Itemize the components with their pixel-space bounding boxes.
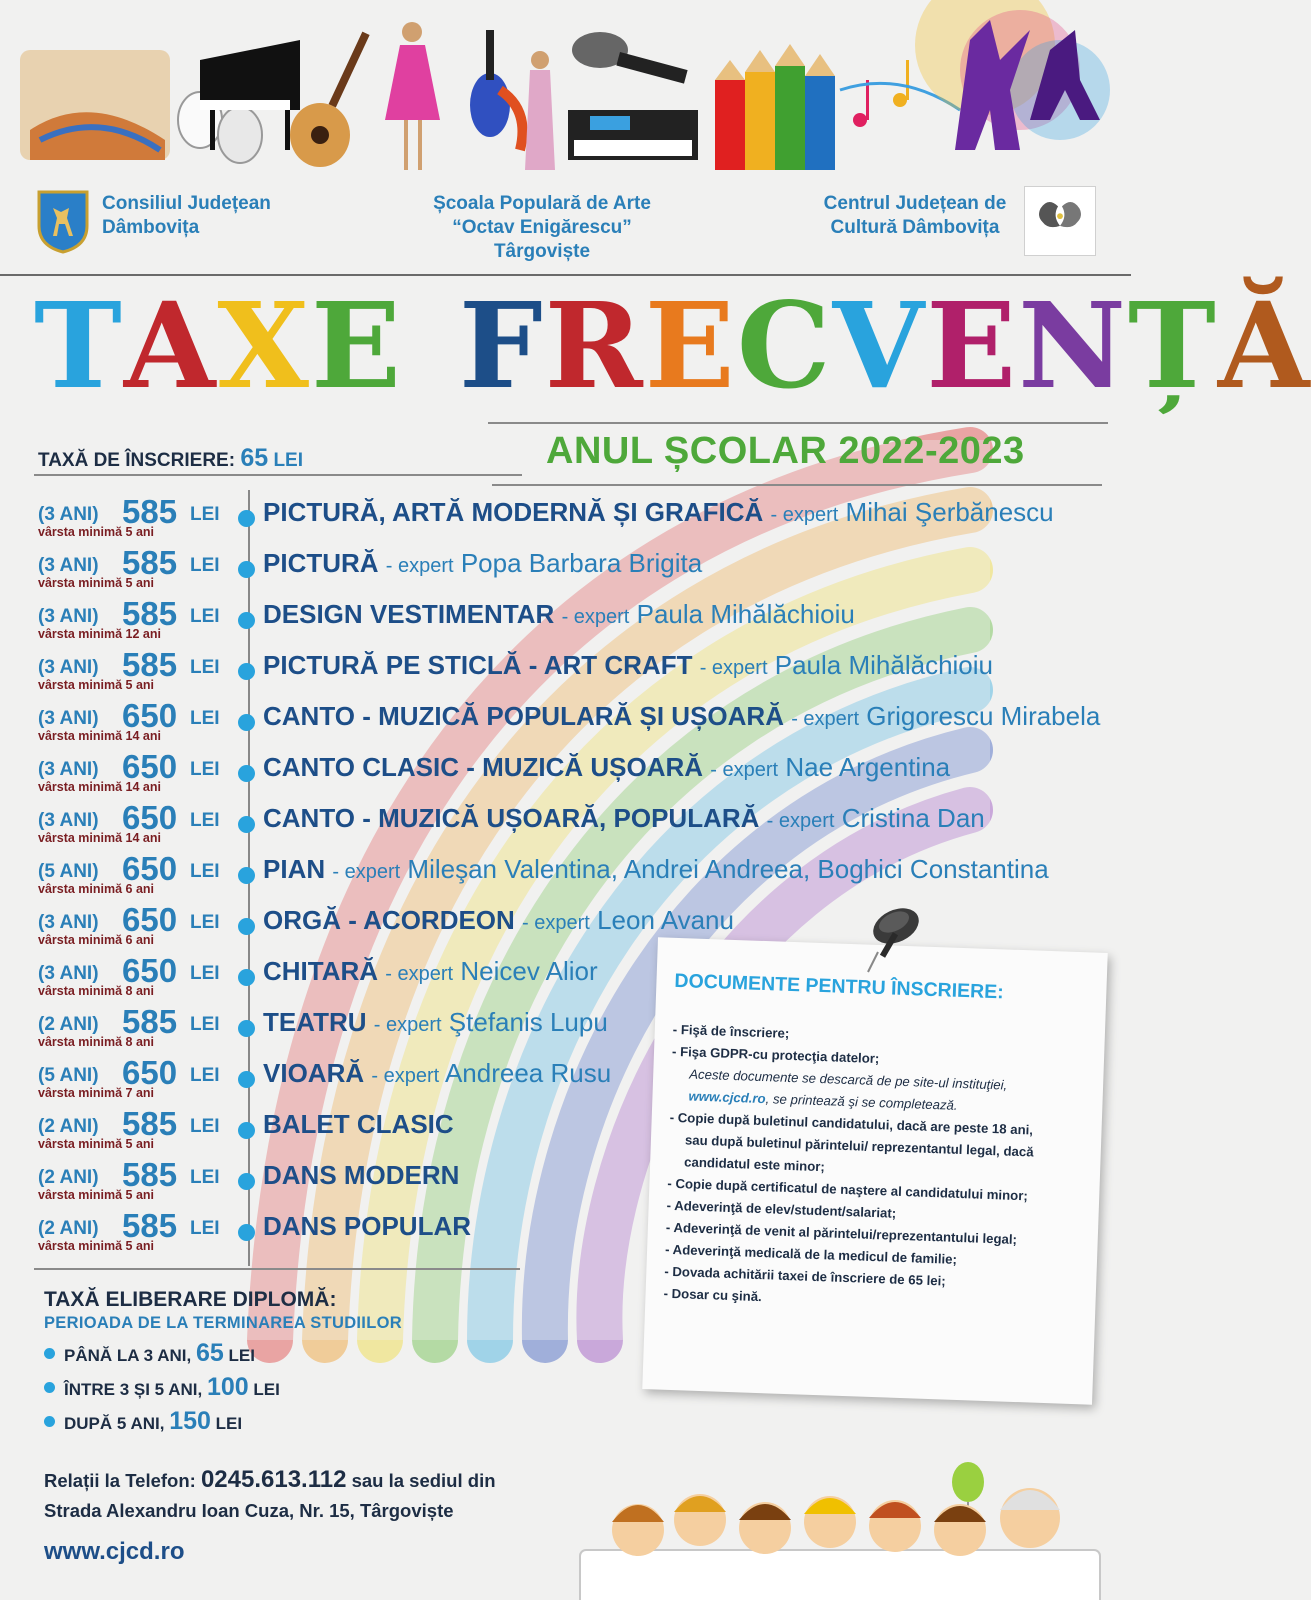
course-expert: Nae Argentina (785, 752, 951, 782)
course-expert-label: - expert (385, 555, 454, 577)
course-expert-label: - expert (766, 810, 835, 832)
push-pin-icon (850, 896, 934, 980)
documents-item: - Adeverinţă de elev/student/salariat; (666, 1197, 897, 1221)
course-min-age: vârsta minimă 12 ani (38, 627, 161, 641)
documents-item: - Copie după buletinul candidatului, dacă are peste 18 ani, (669, 1109, 1034, 1138)
course-row (34, 800, 1124, 851)
course-duration: (3 ANI) (38, 504, 99, 525)
org-arts-school-line2: “Octav Enigărescu” Târgoviște (452, 217, 632, 262)
course-currency: LEI (190, 555, 220, 576)
course-min-age: vârsta minimă 5 ani (38, 1188, 155, 1202)
bullet-icon (238, 1173, 255, 1190)
course-expert: Ştefanis Lupu (448, 1007, 608, 1037)
course-expert: Popa Barbara Brigita (460, 548, 703, 578)
course-fee (38, 953, 248, 1004)
documents-item: - Fişă de înscriere; (672, 1021, 790, 1041)
diploma-subtitle: PERIOADA DE LA TERMINAREA STUDIILOR (44, 1314, 402, 1332)
course-price: 650 (122, 850, 178, 887)
org-county-council-line1: Consiliul Județean (102, 193, 271, 214)
course-currency: LEI (190, 1218, 220, 1239)
course-name: DANS MODERN (263, 1160, 460, 1190)
title-letter: T (34, 276, 124, 415)
course-info (263, 1211, 471, 1242)
registration-fee-currency: LEI (273, 450, 303, 471)
course-fee (38, 1055, 248, 1106)
course-name: PIAN (263, 854, 326, 884)
bullet-icon (238, 1122, 255, 1139)
title-divider (488, 422, 1108, 424)
county-crest-icon (35, 188, 91, 254)
course-duration: (2 ANI) (38, 1014, 99, 1035)
diploma-fee-value: 150 (169, 1407, 211, 1435)
bullet-icon (238, 816, 255, 833)
course-duration: (2 ANI) (38, 1116, 99, 1137)
bullet-icon (44, 1348, 55, 1359)
course-expert-label: - expert (373, 1014, 442, 1036)
course-expert: Grigorescu Mirabela (866, 701, 1101, 731)
course-min-age: vârsta minimă 5 ani (38, 576, 155, 590)
course-expert: Mileşan Valentina, Andrei Andreea, Boghici Constantina (407, 854, 1049, 884)
course-expert: Cristina Dan (841, 803, 985, 833)
course-currency: LEI (190, 912, 220, 933)
course-min-age: vârsta minimă 6 ani (38, 933, 155, 947)
course-price: 650 (122, 799, 178, 836)
course-expert: Paula Mihălăchioiu (774, 650, 993, 680)
course-currency: LEI (190, 861, 220, 882)
course-name: CANTO - MUZICĂ POPULARĂ ȘI UȘOARĂ (263, 701, 784, 731)
org-arts-school (402, 192, 682, 264)
course-price: 585 (122, 493, 178, 530)
course-row (34, 749, 1124, 800)
course-name: CANTO CLASIC - MUZICĂ UȘOARĂ (263, 752, 704, 782)
course-expert-label: - expert (371, 1065, 440, 1087)
title-letter: E (644, 276, 737, 415)
course-duration: (3 ANI) (38, 708, 99, 729)
course-price: 585 (122, 1105, 178, 1142)
course-duration: (3 ANI) (38, 759, 99, 780)
course-row (34, 698, 1124, 749)
bullet-icon (238, 612, 255, 629)
course-min-age: vârsta minimă 14 ani (38, 831, 161, 845)
course-min-age: vârsta minimă 5 ani (38, 525, 155, 539)
course-row (34, 647, 1124, 698)
course-info (263, 548, 702, 579)
course-min-age: vârsta minimă 5 ani (38, 1239, 155, 1253)
diploma-fee-item (44, 1339, 402, 1367)
painting-hand-icon (20, 50, 170, 160)
registration-fee-amount: 65 (240, 444, 269, 472)
bullet-icon (44, 1416, 55, 1427)
course-name: ORGĂ - ACORDEON (263, 905, 515, 935)
course-min-age: vârsta minimă 14 ani (38, 729, 161, 743)
course-expert-label: - expert (770, 504, 839, 526)
course-min-age: vârsta minimă 5 ani (38, 1137, 155, 1151)
documents-item-cont: candidatul este minor; (683, 1154, 826, 1175)
children-illustration (550, 1440, 1131, 1600)
course-min-age: vârsta minimă 5 ani (38, 678, 155, 692)
course-currency: LEI (190, 657, 220, 678)
diploma-fee-currency: LEI (228, 1346, 255, 1365)
school-year-divider (492, 484, 1102, 486)
bullet-icon (238, 867, 255, 884)
course-expert-label: - expert (332, 861, 401, 883)
course-currency: LEI (190, 963, 220, 984)
title-letter: F (458, 276, 545, 415)
course-info (263, 497, 1054, 528)
bullet-icon (238, 918, 255, 935)
course-info (263, 1007, 608, 1038)
course-currency: LEI (190, 1065, 220, 1086)
bullet-icon (238, 765, 255, 782)
title-letter: C (736, 276, 833, 415)
title-letter: E (310, 276, 403, 415)
course-expert-label: - expert (791, 708, 860, 730)
fee-divider (34, 474, 522, 476)
course-price: 585 (122, 1156, 178, 1193)
course-name: PICTURĂ, ARTĂ MODERNĂ ȘI GRAFICĂ (263, 497, 764, 527)
org-culture-center-line2: Cultură Dâmbovița (830, 217, 1000, 238)
course-duration: (2 ANI) (38, 1167, 99, 1188)
course-min-age: vârsta minimă 8 ani (38, 1035, 155, 1049)
course-duration: (3 ANI) (38, 606, 99, 627)
course-expert-label: - expert (561, 606, 630, 628)
course-name: PICTURĂ PE STICLĂ - ART CRAFT (263, 650, 693, 680)
documents-item-cont: sau după buletinul părintelui/ reprezentantul legal, dacă (684, 1132, 1034, 1160)
diploma-fee-item (44, 1373, 402, 1401)
course-price: 650 (122, 901, 178, 938)
course-currency: LEI (190, 1167, 220, 1188)
course-info (263, 854, 1049, 885)
title-letter: N (1018, 276, 1128, 415)
bullet-icon (44, 1382, 55, 1393)
course-info (263, 650, 993, 681)
course-price: 650 (122, 697, 178, 734)
course-row (34, 902, 1124, 953)
course-fee (38, 1208, 248, 1259)
documents-link[interactable]: www.cjcd.ro (688, 1088, 766, 1107)
course-duration: (3 ANI) (38, 963, 99, 984)
diploma-fee-currency: LEI (215, 1414, 243, 1433)
course-list-divider (34, 1268, 520, 1270)
org-county-council (102, 192, 271, 240)
course-expert-label: - expert (522, 912, 590, 934)
course-min-age: vârsta minimă 8 ani (38, 984, 155, 998)
course-price: 650 (122, 748, 178, 785)
course-currency: LEI (190, 1014, 220, 1035)
diploma-fee-label: ÎNTRE 3 ȘI 5 ANI, (64, 1380, 203, 1399)
course-duration: (3 ANI) (38, 912, 99, 933)
course-fee (38, 698, 248, 749)
course-duration: (5 ANI) (38, 1065, 99, 1086)
course-expert-label: - expert (385, 963, 454, 985)
org-county-council-line2: Dâmbovița (102, 217, 200, 238)
course-min-age: vârsta minimă 7 ani (38, 1086, 155, 1100)
diploma-fee-value: 65 (195, 1339, 224, 1367)
course-expert: Neicev Alior (460, 956, 598, 986)
course-name: PICTURĂ (263, 548, 379, 578)
documents-item: - Dosar cu şină. (663, 1285, 763, 1305)
course-fee (38, 1157, 248, 1208)
documents-item: - Dovada achitării taxei de înscriere de 65 lei; (664, 1263, 946, 1289)
contact-address: Strada Alexandru Ioan Cuza, Nr. 15, Târgoviște (44, 1500, 454, 1521)
documents-note-line-end: , se printează şi se completează. (765, 1091, 958, 1113)
course-price: 585 (122, 595, 178, 632)
course-fee (38, 1004, 248, 1055)
keyboard-icon (568, 110, 698, 160)
bullet-icon (238, 969, 255, 986)
course-price: 585 (122, 1207, 178, 1244)
course-info (263, 599, 855, 630)
course-name: TEATRU (263, 1007, 367, 1037)
bullet-icon (238, 1071, 255, 1088)
course-price: 585 (122, 1003, 178, 1040)
course-expert: Mihai Şerbănescu (845, 497, 1054, 527)
school-year: ANUL ȘCOLAR 2022-2023 (546, 430, 1025, 472)
contact-info (44, 1465, 496, 1526)
bullet-icon (238, 510, 255, 527)
course-fee (38, 902, 248, 953)
microphone-icon (572, 32, 688, 84)
diploma-fees (44, 1288, 402, 1435)
course-fee (38, 596, 248, 647)
course-row (34, 851, 1124, 902)
culture-center-logo-icon (1024, 186, 1096, 256)
bullet-icon (238, 561, 255, 578)
course-duration: (3 ANI) (38, 657, 99, 678)
course-fee (38, 749, 248, 800)
course-currency: LEI (190, 708, 220, 729)
dancer-figure-icon (525, 51, 555, 170)
course-price: 585 (122, 544, 178, 581)
course-name: VIOARĂ (263, 1058, 365, 1088)
documents-item: - Copie după certificatul de naştere al candidatului minor; (667, 1175, 1029, 1204)
org-culture-center (810, 192, 1020, 240)
course-price: 650 (122, 952, 178, 989)
course-name: CANTO - MUZICĂ UȘOARĂ, POPULARĂ (263, 803, 760, 833)
course-duration: (3 ANI) (38, 555, 99, 576)
course-expert: Andreea Rusu (444, 1058, 612, 1088)
title-letter: R (544, 276, 645, 415)
course-info (263, 752, 950, 783)
course-info (263, 1109, 454, 1140)
title-letter: Ț (1128, 276, 1218, 415)
contact-prefix: Relații la Telefon: (44, 1470, 196, 1491)
course-currency: LEI (190, 810, 220, 831)
course-min-age: vârsta minimă 6 ani (38, 882, 155, 896)
title-letter: V (832, 276, 927, 415)
course-row (34, 494, 1124, 545)
course-fee (38, 494, 248, 545)
title-letter: X (217, 276, 311, 415)
course-info (263, 1058, 611, 1089)
documents-list (663, 1019, 1091, 1319)
documents-item: - Fişa GDPR-cu protecţia datelor; (671, 1043, 880, 1067)
contact-phone[interactable]: 0245.613.112 (200, 1466, 347, 1493)
title-letter: A (123, 276, 218, 415)
course-fee (38, 647, 248, 698)
title-letter: Ă (1217, 276, 1311, 415)
course-duration: (3 ANI) (38, 810, 99, 831)
bullet-icon (238, 1224, 255, 1241)
course-expert: Leon Avanu (597, 905, 734, 935)
course-fee (38, 851, 248, 902)
bullet-icon (238, 714, 255, 731)
course-row (34, 545, 1124, 596)
course-info (263, 905, 734, 936)
guitar-icon (290, 32, 370, 167)
org-culture-center-line1: Centrul Județean de (823, 193, 1007, 214)
course-fee (38, 1106, 248, 1157)
course-min-age: vârsta minimă 14 ani (38, 780, 161, 794)
course-currency: LEI (190, 504, 220, 525)
org-arts-school-line1: Școala Populară de Arte (433, 193, 651, 214)
course-info (263, 701, 1100, 732)
course-fee (38, 545, 248, 596)
arts-banner-illustration (0, 0, 1131, 180)
registration-fee (38, 444, 303, 473)
course-currency: LEI (190, 1116, 220, 1137)
course-name: BALET CLASIC (263, 1109, 454, 1139)
course-currency: LEI (190, 759, 220, 780)
course-expert: Paula Mihălăchioiu (636, 599, 855, 629)
course-row (34, 596, 1124, 647)
course-name: DANS POPULAR (263, 1211, 472, 1241)
diploma-fee-item (44, 1407, 402, 1435)
documents-item: - Adeverinţă medicală de la medicul de familie; (664, 1241, 958, 1267)
documents-item: - Adeverinţă de venit al părintelui/reprezentantului legal; (665, 1219, 1018, 1247)
course-name: CHITARĂ (263, 956, 379, 986)
fashion-figure-icon (385, 22, 440, 170)
diploma-fee-label: DUPĂ 5 ANI, (64, 1414, 165, 1433)
diploma-fee-currency: LEI (253, 1380, 280, 1399)
diploma-fee-value: 100 (206, 1373, 249, 1401)
kid-faces-icon (612, 1488, 1060, 1556)
bullet-icon (238, 663, 255, 680)
dancers-silhouette-icon (915, 0, 1110, 150)
contact-suffix: sau la sediul din (351, 1470, 496, 1491)
course-fee (38, 800, 248, 851)
website-link[interactable]: www.cjcd.ro (44, 1538, 185, 1565)
documents-note-line: Aceste documente se descarcă de pe site-ul instituţiei, (689, 1066, 1008, 1093)
title-letter: E (926, 276, 1019, 415)
course-currency: LEI (190, 606, 220, 627)
registration-fee-label: TAXĂ DE ÎNSCRIERE: (38, 450, 236, 471)
colored-pencils-icon (715, 44, 835, 170)
documents-note (642, 937, 1108, 1404)
course-price: 650 (122, 1054, 178, 1091)
documents-title: DOCUMENTE PENTRU ÎNSCRIERE: (674, 969, 1005, 1004)
course-expert-label: - expert (710, 759, 779, 781)
bullet-icon (238, 1020, 255, 1037)
course-expert-label: - expert (699, 657, 768, 679)
course-info (263, 1160, 459, 1191)
violin-icon (470, 30, 523, 150)
course-duration: (5 ANI) (38, 861, 99, 882)
course-price: 585 (122, 646, 178, 683)
course-name: DESIGN VESTIMENTAR (263, 599, 555, 629)
diploma-title: TAXĂ ELIBERARE DIPLOMĂ: (44, 1288, 337, 1311)
course-info (263, 803, 985, 834)
page-title (34, 276, 1311, 415)
course-info (263, 956, 598, 987)
course-duration: (2 ANI) (38, 1218, 99, 1239)
diploma-fee-label: PÂNĂ LA 3 ANI, (64, 1346, 192, 1365)
